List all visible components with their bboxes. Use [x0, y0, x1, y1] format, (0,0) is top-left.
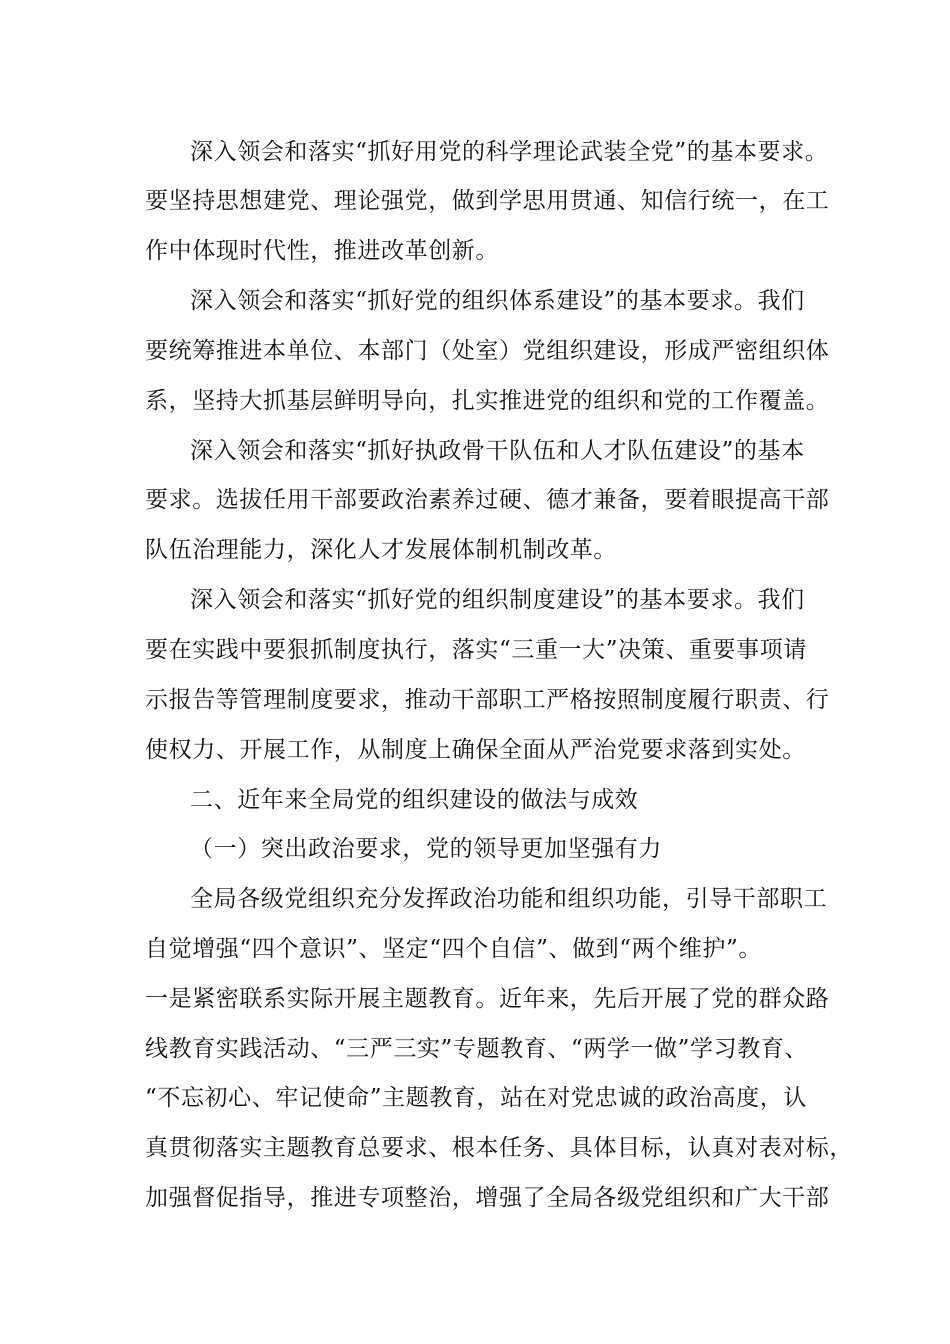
paragraph-1-line-3: 作中体现时代性，推进改革创新。 — [145, 238, 499, 264]
paragraph-5-line-3: 一是紧密联系实际开展主题教育。近年来，先后开展了党的群众路 — [145, 986, 830, 1012]
paragraph-4-line-1: 深入领会和落实“抓好党的组织制度建设”的基本要求。我们 — [190, 587, 805, 613]
paragraph-4-line-2: 要在实践中要狠抓制度执行，落实“三重一大”决策、重要事项请 — [145, 637, 807, 663]
paragraph-5-line-7: 加强督促指导，推进专项整治，增强了全局各级党组织和广大干部 — [145, 1185, 830, 1211]
paragraph-3-line-1: 深入领会和落实“抓好执政骨干队伍和人才队伍建设”的基本 — [190, 438, 805, 464]
paragraph-1-line-1: 深入领会和落实“抓好用党的科学理论武装全党”的基本要求。 — [190, 139, 829, 165]
paragraph-5-line-6: 真贯彻落实主题教育总要求、根本任务、具体目标，认真对表对标， — [145, 1135, 853, 1161]
subsection-heading: （一）突出政治要求，党的领导更加坚强有力 — [190, 836, 662, 862]
section-heading: 二、近年来全局党的组织建设的做法与成效 — [190, 787, 639, 813]
paragraph-4-line-3: 示报告等管理制度要求，推动干部职工严格按照制度履行职责、行 — [145, 687, 830, 713]
paragraph-3-line-2: 要求。选拔任用干部要政治素养过硬、德才兼备，要着眼提高干部 — [145, 487, 830, 513]
paragraph-2-line-3: 系，坚持大抓基层鲜明导向，扎实推进党的组织和党的工作覆盖。 — [145, 388, 830, 414]
paragraph-5-line-2: 自觉增强“四个意识”、坚定“四个自信”、做到“两个维护”。 — [145, 936, 762, 962]
paragraph-5-line-4: 线教育实践活动、“三严三实”专题教育、“两学一做”学习教育、 — [145, 1036, 809, 1062]
paragraph-5-line-5: “不忘初心、牢记使命”主题教育，站在对党忠诚的政治高度，认 — [145, 1085, 807, 1111]
paragraph-3-line-3: 队伍治理能力，深化人才发展体制机制改革。 — [145, 537, 617, 563]
paragraph-4-line-4: 使权力、开展工作，从制度上确保全面从严治党要求落到实处。 — [145, 737, 806, 763]
paragraph-2-line-2: 要统筹推进本单位、本部门（处室）党组织建设，形成严密组织体 — [145, 338, 830, 364]
paragraph-2-line-1: 深入领会和落实“抓好党的组织体系建设”的基本要求。我们 — [190, 288, 805, 314]
paragraph-5-line-1: 全局各级党组织充分发挥政治功能和组织功能，引导干部职工 — [190, 886, 828, 912]
paragraph-1-line-2: 要坚持思想建党、理论强党，做到学思用贯通、知信行统一，在工 — [145, 188, 830, 214]
